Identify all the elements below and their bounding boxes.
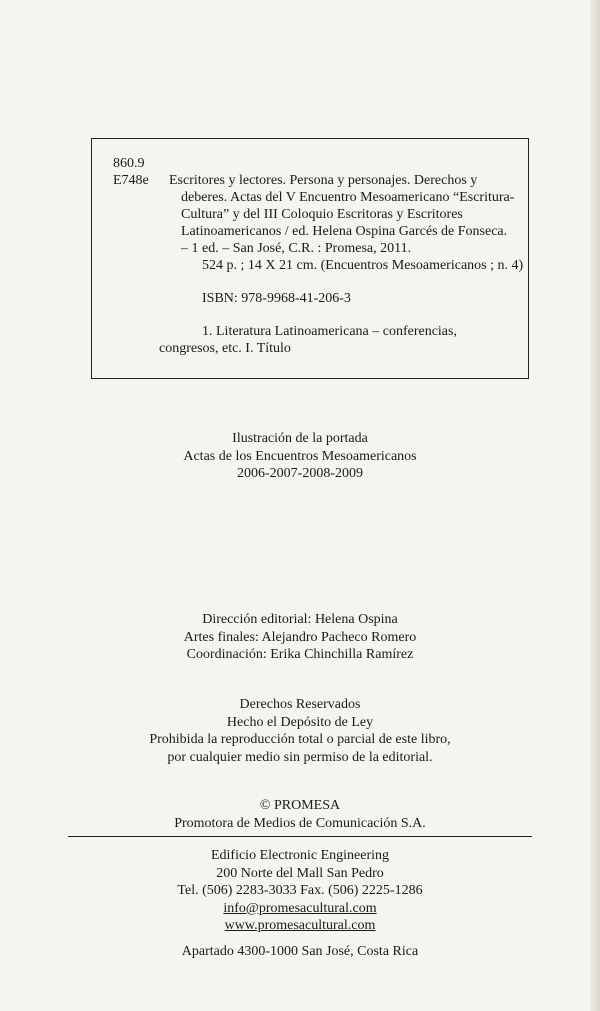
cip-subject-line-1: 1. Literatura Latinoamericana – conferencias, [202, 324, 457, 339]
cover-illustration-credit [0, 430, 600, 483]
rights-notice [0, 696, 600, 766]
website-link[interactable]: www.promesacultural.com [224, 918, 376, 933]
legal-deposit: Hecho el Depósito de Ley [226, 714, 374, 730]
cutter-number: E748e [113, 173, 149, 188]
publisher-block [0, 797, 600, 832]
class-number: 860.9 [113, 156, 145, 171]
cip-physical-description: 524 p. ; 14 X 21 cm. (Encuentros Mesoamericanos ; n. 4) [202, 258, 524, 273]
final-art-credit: Artes finales: Alejandro Pacheco Romero [183, 629, 417, 645]
cip-title-line-5: – 1 ed. – San José, C.R. : Promesa, 2011. [181, 241, 412, 256]
cip-title-line-2: deberes. Actas del V Encuentro Mesoamericano “Escritura- [181, 190, 515, 205]
reproduction-prohibited-line-1: Prohibida la reproducción total o parcial de este libro, [149, 732, 451, 747]
address-street: 200 Norte del Mall San Pedro [216, 865, 384, 881]
email-link[interactable]: info@promesacultural.com [223, 900, 377, 916]
address-building: Edificio Electronic Engineering [210, 848, 390, 863]
editorial-credits [0, 611, 600, 664]
cip-title-line-4: Latinoamericanos / ed. Helena Ospina Garcés de Fonseca. [181, 224, 508, 239]
copyright-holder: © PROMESA [259, 798, 341, 813]
coordination-credit: Coordinación: Erika Chinchilla Ramírez [186, 647, 414, 662]
cip-isbn: ISBN: 978-9968-41-206-3 [202, 291, 351, 306]
cip-title-line-1: Escritores y lectores. Persona y personajes. Derechos y [169, 173, 478, 188]
cip-title-line-3: Cultura” y del III Coloquio Escritoras y Escritores [181, 207, 463, 222]
cover-illustration-line-2: Actas de los Encuentros Mesoamericanos [183, 448, 417, 464]
address-block [0, 847, 600, 960]
reproduction-prohibited-line-2: por cualquier medio sin permiso de la editorial. [167, 749, 433, 765]
divider-line [68, 836, 532, 837]
cip-subject-line-2: congresos, etc. I. Título [159, 341, 291, 356]
cover-illustration-line-1: Ilustración de la portada [232, 431, 368, 446]
editorial-direction: Dirección editorial: Helena Ospina [202, 612, 398, 627]
po-box: Apartado 4300-1000 San José, Costa Rica [181, 943, 419, 959]
cover-illustration-line-3: 2006-2007-2008-2009 [237, 466, 363, 481]
rights-reserved: Derechos Reservados [239, 697, 361, 712]
cataloging-in-publication-box [91, 138, 529, 379]
phone-fax: Tel. (506) 2283-3033 Fax. (506) 2225-1286 [177, 883, 423, 898]
publisher-name: Promotora de Medios de Comunicación S.A. [174, 815, 426, 831]
